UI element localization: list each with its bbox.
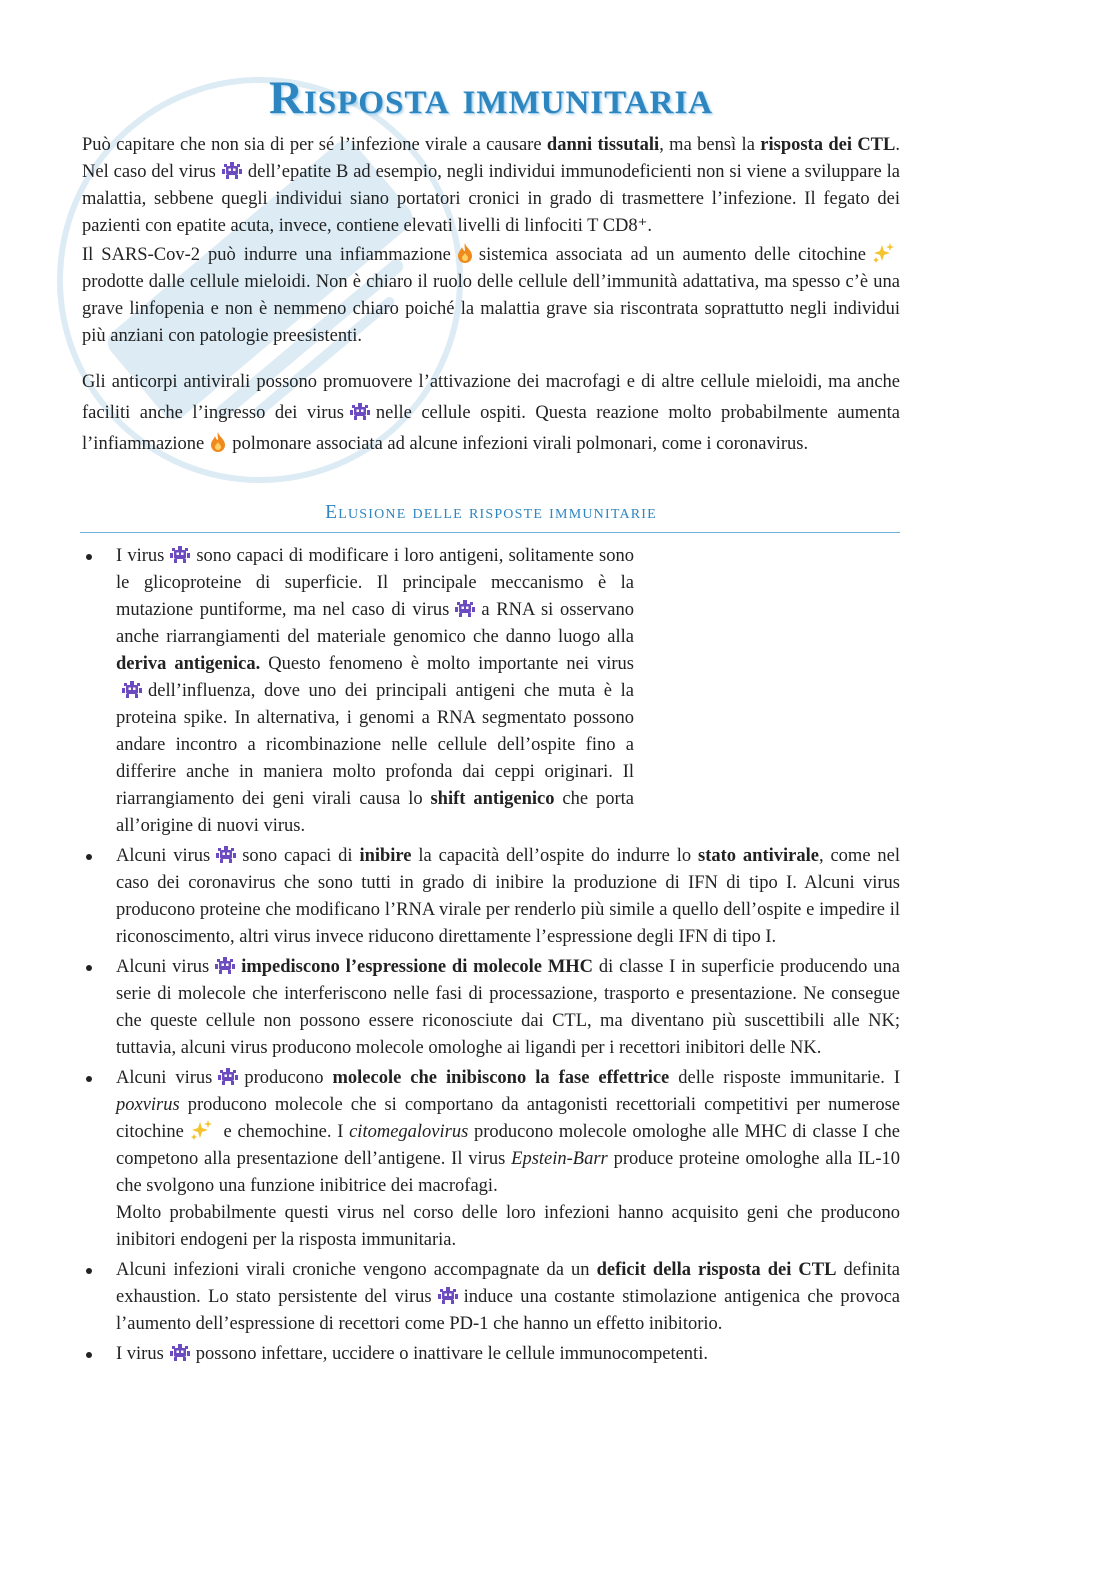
text-run: induce una costante stimolazione antigenica che provoca l’aumento dell’espressione di recettori come PD-1 che hanno un effetto inibitorio. [116,1287,900,1334]
bullet-icon [86,965,92,971]
text-run: polmonare associata ad alcune infezioni virali polmonari, come i coronavirus. [232,434,809,454]
virus-icon [350,403,370,421]
list-item [82,954,900,1062]
text-run: Alcuni virus [116,957,210,977]
text-run: che porta all’origine di nuovi virus. [116,789,635,836]
bullet-list [82,543,900,1368]
virus-icon [122,681,142,699]
bold-term: deficit della risposta dei CTL [596,1260,837,1280]
text-run: , come nel caso dei coronavirus che sono tutti in grado di inibire la produzione di IFN di tipo I. Alcuni virus producono proteine che modificano l’RNA virale per renderlo più simile a quello dell’ospite e impedire il riconoscimento, altri virus invece riducono direttamente l’espressione degli IFN di tipo I. [116,846,901,947]
sparkles-icon [190,1120,212,1140]
page-title: Risposta immunitaria [269,72,713,124]
text-run: producono [244,1068,333,1088]
virus-icon [170,546,190,564]
bold-term: risposta dei CTL [760,135,896,155]
bold-term: impediscono l’espressione di molecole MHC [241,957,594,977]
virus-icon [455,600,475,618]
text-run: di classe I in superficie producendo una serie di molecole che interferiscono nelle fasi di processazione, trasporto e presentazione. Ne consegue che queste cellule non possono essere riconosciute dai CTL, ma diventano più suscettibili alle NK; tuttavia, alcuni virus producono molecole omologhe ai ligandi per i recettori inibitori delle NK. [116,957,900,1058]
virus-icon [215,957,235,975]
text-run: sono capaci di modificare i loro antigeni, solitamente sono le glicoproteine di superficie. Il principale meccanismo è la mutazione puntiforme, ma nel caso di virus [116,546,634,620]
text-run: definita exhaustion. Lo stato persistente del virus [116,1260,900,1307]
virus-icon [218,1068,238,1086]
text-run: delle risposte immunitarie. I [669,1068,900,1088]
bullet-icon [86,1268,92,1274]
virus-icon [438,1287,458,1305]
text-run: Alcuni virus [116,846,211,866]
virus-icon [170,1344,190,1362]
text-run: Molto probabilmente questi virus nel corso delle loro infezioni hanno acquisito geni che producono inibitori endogeni per la risposta immunitaria. [116,1203,900,1250]
text-run: I virus [116,546,165,566]
bold-term: inibire [359,846,412,866]
intro-paragraph-1 [82,132,900,240]
text-run: sono capaci di [242,846,360,866]
bullet-icon [86,554,92,560]
section-heading: Elusione delle risposte immunitarie [325,502,657,523]
fire-icon [457,243,473,263]
text-run: dell’influenza, dove uno dei principali antigeni che muta è la proteina spike. In alternativa, i genomi a RNA segmentato possono andare incontro a ricombinazione nelle cellule dell’ospite fino a differire anche in maniera molto profonda dai ceppi originari. Il riarrangiamento dei geni virali causa lo [116,681,634,809]
virus-icon [216,846,236,864]
bold-term: shift antigenico [430,789,555,809]
bullet-icon [86,854,92,860]
text-run: a RNA si osservano anche riarrangiamenti del materiale genomico che danno luogo alla [116,600,634,647]
italic-term: citomegalovirus [349,1122,469,1142]
bold-term: stato antivirale [698,846,819,866]
intro-paragraph-2 [82,242,900,350]
text-run: sistemica associata ad un aumento delle citochine [478,245,866,265]
text-run: Può capitare che non sia di per sé l’infezione virale a causare [82,135,547,155]
list-item [82,843,900,951]
text-run: la capacità dell’ospite do indurre lo [411,846,699,866]
fire-icon [210,432,226,452]
bullet-icon [86,1352,92,1358]
sparkles-icon [872,243,894,263]
bold-term: danni tissutali [546,135,660,155]
text-run: Il SARS-Cov-2 può indurre una infiammazione [82,245,451,265]
text-run: Questo fenomeno è molto importante nei virus [260,654,635,674]
list-item-text [116,957,900,1058]
list-item [82,1341,900,1368]
text-run: Gli anticorpi antivirali possono promuovere l’attivazione dei macrofagi e di altre cellule mieloidi, ma anche faciliti anche l’ingresso dei virus [82,372,900,423]
bullet-icon [86,1076,92,1082]
text-run: I virus [116,1344,164,1364]
italic-term: poxvirus [116,1095,180,1115]
list-item [82,543,634,840]
text-run: e chemochine. I [217,1122,350,1142]
text-run: Alcuni infezioni virali croniche vengono accompagnate da un [116,1260,597,1280]
list-item-text [116,846,900,947]
text-run: . Nel caso del virus [82,135,900,182]
text-run: , ma bensì la [659,135,761,155]
list-item-text [116,1344,708,1364]
list-item [82,1257,900,1338]
document-page [82,70,900,1371]
text-run: possono infettare, uccidere o inattivare le cellule immunocompetenti. [195,1344,708,1364]
text-run: nelle cellule ospiti. Questa reazione molto probabilmente aumenta l’infiammazione [82,403,900,454]
bold-term: molecole che inibiscono la fase effettrice [332,1068,670,1088]
text-run: producono molecole che si comportano da antagonisti recettoriali competitivi per numerose citochine [116,1095,900,1142]
list-item-text [116,1068,900,1250]
text-run: producono molecole omologhe alle MHC di classe I che competono alla presentazione dell’antigene. Il virus [116,1122,900,1169]
text-run: Alcuni virus [116,1068,213,1088]
intro-paragraph-3 [82,367,900,460]
bold-term: deriva antigenica. [116,654,261,674]
text-run: produce proteine omologhe alla IL-10 che svolgono una funzione inibitrice dei macrofagi. [116,1149,900,1196]
list-item [82,1065,900,1254]
italic-term: Epstein-Barr [511,1149,608,1169]
list-item-text [116,546,634,836]
list-item-text [116,1260,900,1334]
text-run: prodotte dalle cellule mieloidi. Non è chiaro il ruolo delle cellule dell’immunità adattativa, ma spesso c’è una grave linfopenia e non è nemmeno chiaro poiché la malattia grave sia riscontrata soprattutto negli individui più anziani con patologie preesistenti. [82,272,900,346]
virus-icon [222,162,242,180]
section-divider [80,532,900,533]
text-run: dell’epatite B ad esempio, negli individui immunodeficienti non si viene a sviluppare la malattia, sebbene quegli individui siano portatori cronici in grado di trasmettere l’infezione. Il fegato dei pazienti con epatite acuta, invece, contiene elevati livelli di linfociti T CD8⁺. [82,162,900,236]
